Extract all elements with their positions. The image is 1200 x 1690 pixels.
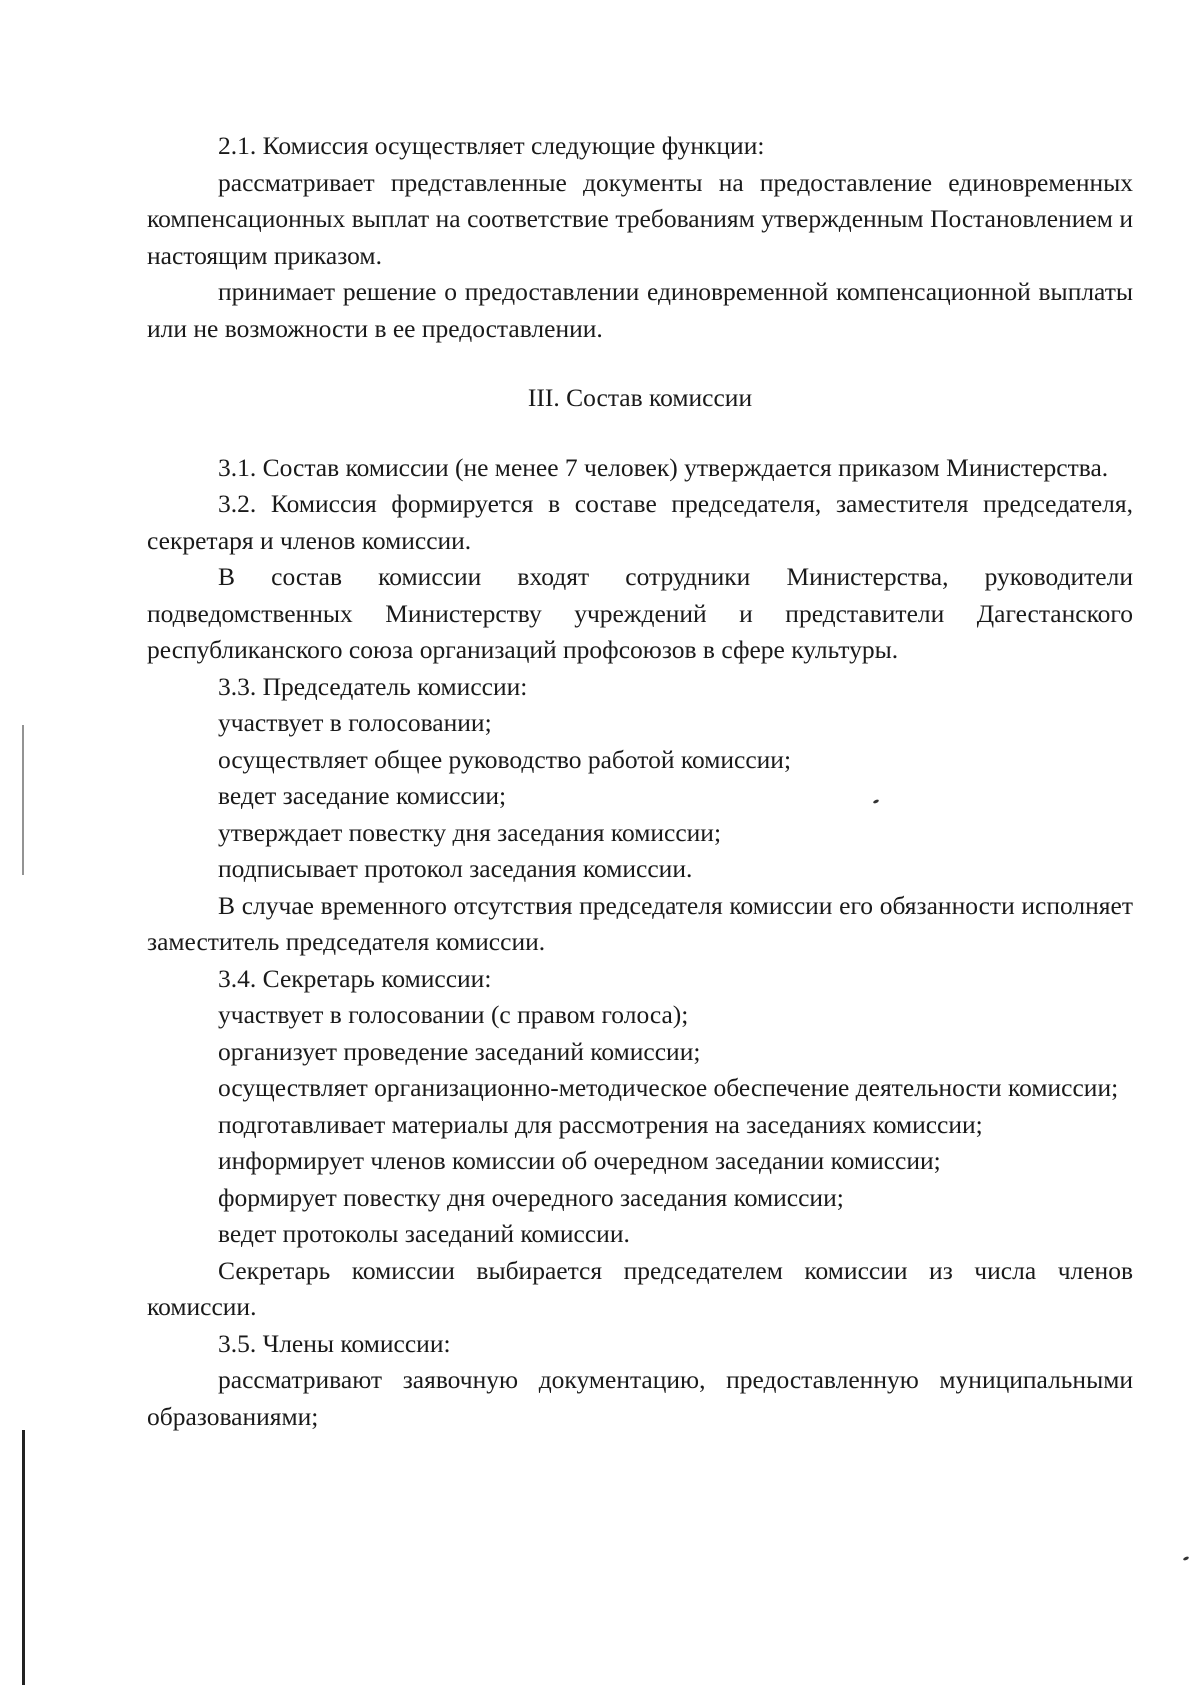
paragraph: подготавливает материалы для рассмотрения на заседаниях комиссии;: [218, 1109, 983, 1139]
paragraph: 3.4. Секретарь комиссии:: [218, 963, 492, 993]
paragraph: 3.5. Члены комиссии:: [218, 1328, 451, 1358]
paragraph: принимает решение о предоставлении единовременной компенсационной выплаты или не возможности в ее предоставлении.: [147, 277, 1133, 343]
paragraph: рассматривают заявочную документацию, предоставленную муниципальными образованиями;: [147, 1365, 1133, 1431]
paragraph: 2.1. Комиссия осуществляет следующие функции:: [218, 131, 765, 160]
scan-edge-mark: [22, 1430, 25, 1685]
paragraph: участвует в голосовании;: [218, 708, 492, 737]
section-heading: III. Состав комиссии: [527, 383, 753, 412]
paragraph: формирует повестку дня очередного заседания комиссии;: [218, 1182, 844, 1212]
paragraph: осуществляет организационно-методическое обеспечение деятельности комиссии;: [218, 1073, 1119, 1102]
paragraph: участвует в голосовании (с правом голоса);: [218, 1000, 689, 1029]
paragraph: рассматривает представленные документы на предоставление единовременных компенсационных выплат на соответствие требованиям утвержденным Постановлением и настоящим приказом.: [147, 167, 1133, 270]
document-body: [147, 128, 1133, 1435]
paragraph: В случае временного отсутствия председателя комиссии его обязанности исполняет заместитель председателя комиссии.: [147, 890, 1133, 956]
paragraph: ведет протоколы заседаний комиссии.: [218, 1219, 630, 1248]
paragraph: информирует членов комиссии об очередном заседании комиссии;: [218, 1146, 941, 1175]
scan-edge-mark: [22, 725, 24, 875]
paragraph: осуществляет общее руководство работой комиссии;: [218, 744, 792, 774]
paragraph: В состав комиссии входят сотрудники Министерства, руководители подведомственных Министерству учреждений и представители Дагестанского республиканского союза организаций профсоюзов в сфере культуры.: [147, 562, 1133, 664]
paragraph: подписывает протокол заседания комиссии.: [218, 854, 693, 883]
scan-speck: [1183, 1556, 1190, 1561]
paragraph: 3.3. Председатель комиссии:: [218, 671, 528, 701]
paragraph: 3.1. Состав комиссии (не менее 7 человек) утверждается приказом Министерства.: [218, 452, 1109, 482]
paragraph: организует проведение заседаний комиссии;: [218, 1036, 701, 1066]
paragraph: утверждает повестку дня заседания комиссии;: [218, 817, 722, 847]
paragraph: ведет заседание комиссии;: [218, 781, 507, 810]
paragraph: 3.2. Комиссия формируется в составе председателя, заместителя председателя, секретаря и членов комиссии.: [147, 489, 1133, 555]
paragraph: Секретарь комиссии выбирается председателем комиссии из числа членов комиссии.: [147, 1255, 1133, 1321]
